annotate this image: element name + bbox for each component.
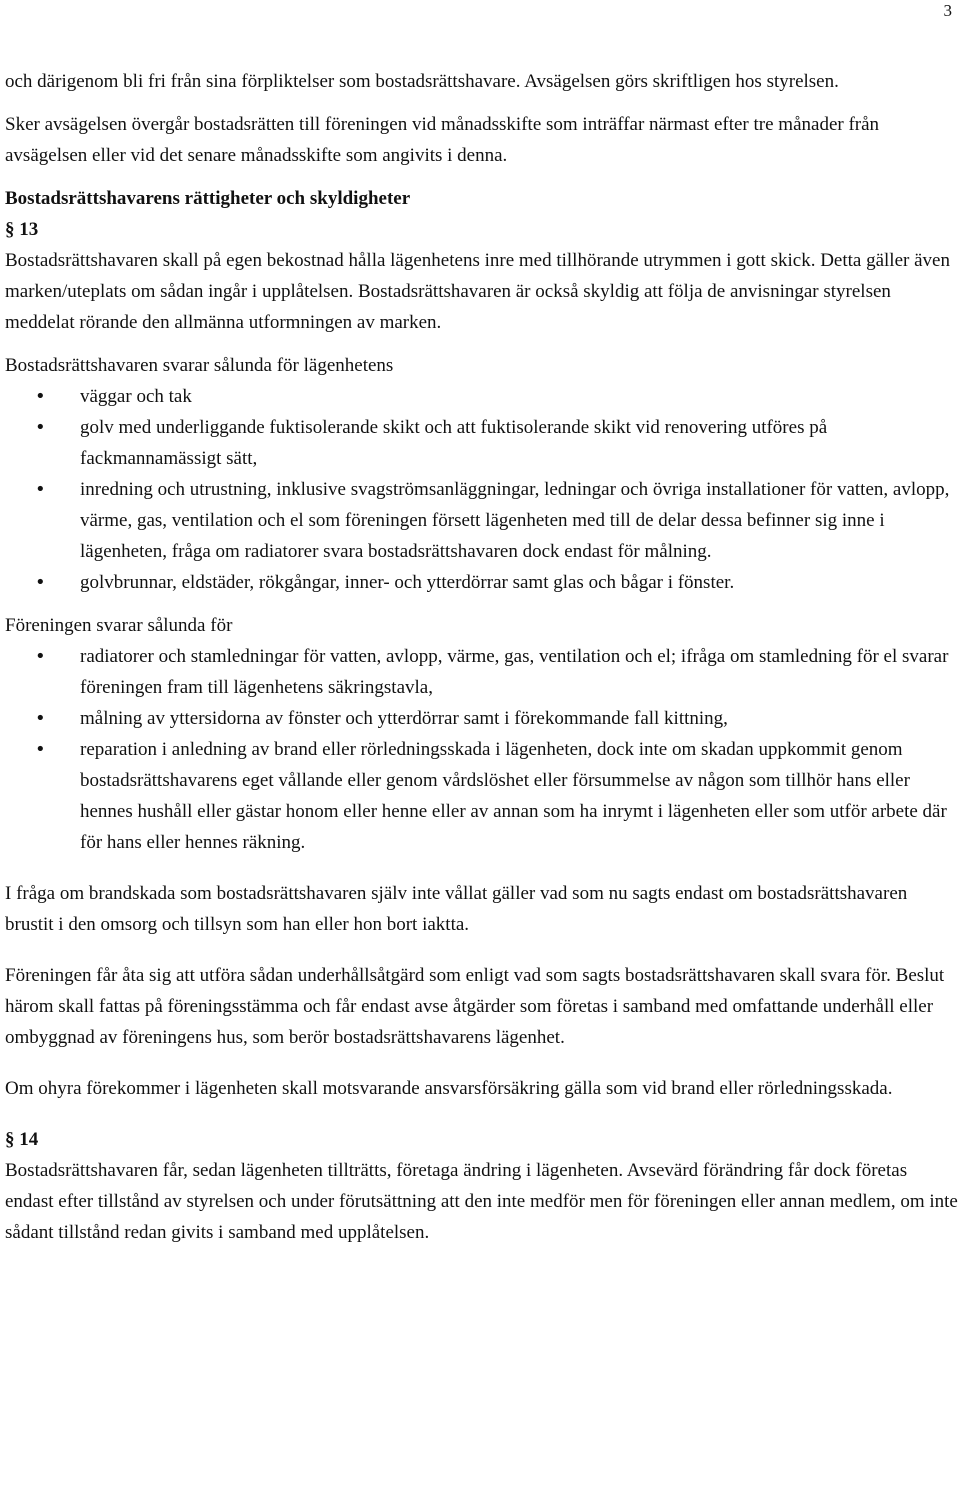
association-responsibility-intro: Föreningen svarar sålunda för — [5, 615, 233, 636]
list-item: • golv med underliggande fuktisolerande skikt och att fuktisolerande skikt vid renovering utföres på fackmannamässigt sätt, — [5, 412, 960, 474]
section-13-text: Bostadsrättshavaren skall på egen bekostnad hålla lägenhetens inre med tillhörande utrymmen i gott skick. Detta gäller även marken/uteplats om sådan ingår i upplåtelsen. Bostadsrättshavaren är också skyldig att följa de anvisningar styrelsen meddelat rörande den allmänna utformningen av marken. — [5, 250, 950, 333]
paragraph-resignation-effect: Sker avsägelsen övergår bostadsrätten till föreningen vid månadsskifte som inträffar närmast efter tre månader från avsägelsen eller vid det senare månadsskifte som angivits i denna. — [5, 114, 880, 166]
association-responsibility-list — [5, 641, 960, 858]
list-item: • golvbrunnar, eldstäder, rökgångar, inner- och ytterdörrar samt glas och bågar i fönster. — [5, 567, 960, 598]
list-item: • radiatorer och stamledningar för vatten, avlopp, värme, gas, ventilation och el; ifråga om stamledning för el svarar föreningen fram till lägenhetens säkringstavla, — [5, 641, 960, 703]
list-item: • inredning och utrustning, inklusive svagströmsanläggningar, ledningar och övriga installationer för vatten, avlopp, värme, gas, ventilation och el som föreningen försett lägenheten med till de delar dessa befinner sig inne i lägenheten, fråga om radiatorer svara bostadsrättshavaren dock endast för målning. — [5, 474, 960, 567]
paragraph-vermin: Om ohyra förekommer i lägenheten skall motsvarande ansvarsförsäkring gälla som vid brand eller rörledningsskada. — [5, 1078, 893, 1099]
paragraph-fire-damage: I fråga om brandskada som bostadsrättshavaren själv inte vållat gäller vad som nu sagts endast om bostadsrättshavaren brustit i den omsorg och tillsyn som han eller hon bort iaktta. — [5, 883, 908, 935]
paragraph-resignation: och därigenom bli fri från sina förpliktelser som bostadsrättshavare. Avsägelsen görs skriftligen hos styrelsen. — [5, 71, 839, 92]
page-number: 3 — [943, 1, 952, 20]
list-item: • reparation i anledning av brand eller rörledningsskada i lägenheten, dock inte om skadan uppkommit genom bostadsrättshavarens eget vållande eller genom vårdslöshet eller försummelse av någon som tillhör hans eller hennes hushåll eller gästar honom eller henne eller av annan som ha inrymt i lägenheten eller som utför arbete där för hans eller hennes räkning. — [5, 734, 960, 858]
section-heading: Bostadsrättshavarens rättigheter och skyldigheter — [5, 188, 411, 209]
member-responsibility-intro: Bostadsrättshavaren svarar sålunda för lägenhetens — [5, 355, 394, 376]
paragraph-maintenance: Föreningen får åta sig att utföra sådan underhållsåtgärd som enligt vad som sagts bostadsrättshavaren skall svara för. Beslut härom skall fattas på föreningsstämma och får endast avse åtgärder som företas i samband med omfattande underhåll eller ombyggnad av föreningens hus, som berör bostadsrättshavarens lägenhet. — [5, 965, 945, 1048]
section-13-number: § 13 — [5, 219, 39, 240]
document-body — [5, 66, 960, 1248]
section-14-number: § 14 — [5, 1129, 39, 1150]
section-14-text: Bostadsrättshavaren får, sedan lägenheten tillträtts, företaga ändring i lägenheten. Avsevärd förändring får dock företas endast efter tillstånd av styrelsen och under förutsättning att den inte medför men för föreningen eller annan medlem, om inte sådant tillstånd redan givits i samband med upplåtelsen. — [5, 1160, 958, 1243]
list-item: • målning av yttersidorna av fönster och ytterdörrar samt i förekommande fall kittning, — [5, 703, 960, 734]
list-item: • väggar och tak — [5, 381, 960, 412]
member-responsibility-list — [5, 381, 960, 598]
